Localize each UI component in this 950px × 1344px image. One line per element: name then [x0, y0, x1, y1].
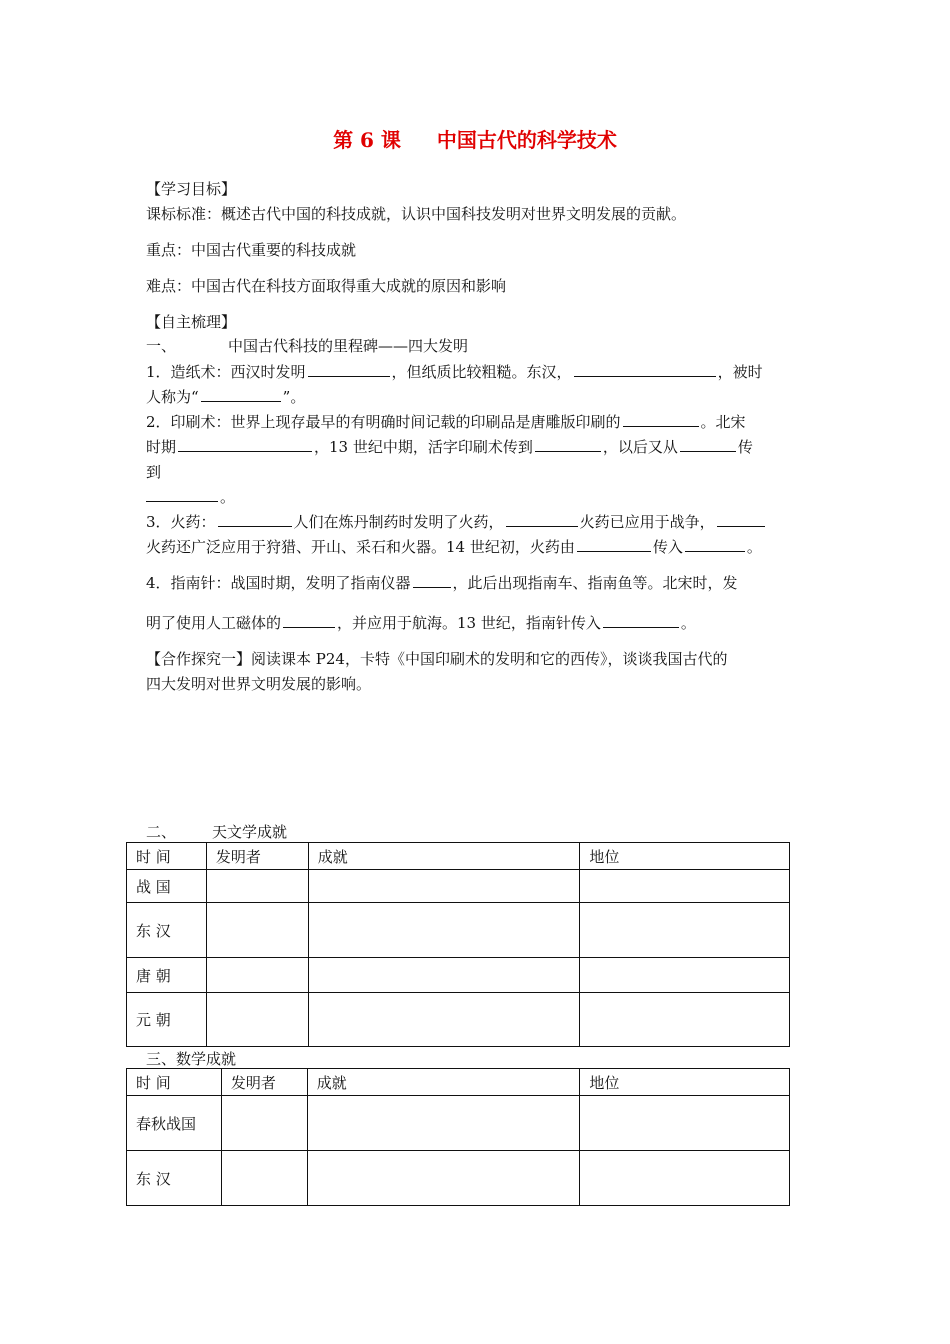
blank-cell[interactable] [307, 1151, 580, 1206]
row-label: 东 汉 [127, 903, 207, 958]
blank-cell[interactable] [580, 958, 790, 993]
printing-line-2: 时期 ，13 世纪中期，活字印刷术传到 ，以后又从 传 [146, 438, 753, 456]
printing-blank-2[interactable] [178, 436, 312, 452]
blank-cell[interactable] [580, 1096, 790, 1151]
compass-blank-3[interactable] [603, 612, 679, 628]
printing-line-4: 。 [146, 486, 235, 507]
printing-line-1: 2．印刷术：世界上现存最早的有明确时间记载的印刷品是唐雕版印刷的 。北宋 [146, 413, 746, 431]
math-title: 三、数学成就 [146, 1050, 237, 1068]
gunpowder-blank-5[interactable] [685, 536, 745, 552]
printing-blank-4[interactable] [680, 436, 736, 452]
goals-standard: 课标标准：概述古代中国的科技成就，认识中国科技发明对世界文明发展的贡献。 [146, 205, 687, 223]
row-label: 春秋战国 [127, 1096, 222, 1151]
blank-cell[interactable] [308, 993, 580, 1047]
astronomy-number: 二、 [146, 823, 177, 841]
page-title [0, 124, 950, 153]
gunpowder-blank-3[interactable] [717, 511, 765, 527]
goals-header: 【学习目标】 [146, 180, 237, 198]
astronomy-title: 天文学成就 [212, 823, 288, 841]
blank-cell[interactable] [206, 993, 308, 1047]
compass-line-1: 4．指南针：战国时期，发明了指南仪器 ，此后出现指南车、指南鱼等。北宋时，发 [146, 574, 738, 592]
table-row [127, 993, 790, 1047]
paper-blank-1[interactable] [308, 361, 390, 377]
explore-line-1: 【合作探究一】阅读课本 P24，卡特《中国印刷术的发明和它的西传》，谈谈我国古代的 [146, 650, 728, 668]
table-row [127, 1151, 790, 1206]
blank-cell[interactable] [580, 903, 790, 958]
header-cell: 地位 [580, 1069, 790, 1096]
blank-cell[interactable] [580, 870, 790, 903]
blank-cell[interactable] [221, 1151, 307, 1206]
compass-blank-2[interactable] [283, 612, 335, 628]
blank-cell[interactable] [308, 870, 580, 903]
gunpowder-line-1: 3．火药： 人们在炼丹制药时发明了火药， 火药已应用于战争， [146, 511, 767, 532]
section1-title: 中国古代科技的里程碑——四大发明 [228, 337, 469, 355]
header-cell: 时 间 [127, 843, 207, 870]
printing-line-3: 到 [146, 463, 162, 481]
table-row [127, 1096, 790, 1151]
table-row [127, 958, 790, 993]
blank-cell[interactable] [206, 958, 308, 993]
header-cell: 发明者 [206, 843, 308, 870]
row-label: 元 朝 [127, 993, 207, 1047]
blank-cell[interactable] [307, 1096, 580, 1151]
table-row [127, 870, 790, 903]
header-cell: 发明者 [221, 1069, 307, 1096]
gunpowder-blank-2[interactable] [506, 511, 578, 527]
header-cell: 成就 [308, 843, 580, 870]
header-cell: 成就 [307, 1069, 580, 1096]
printing-blank-3[interactable] [535, 436, 601, 452]
paper-line-2: 人称为“ ”。 [146, 388, 306, 406]
printing-blank-1[interactable] [623, 411, 699, 427]
paper-blank-2[interactable] [574, 361, 716, 377]
section1-number: 一、 [146, 337, 177, 355]
gunpowder-blank-4[interactable] [577, 536, 651, 552]
row-label: 战 国 [127, 870, 207, 903]
gunpowder-line-2: 火药还广泛应用于狩猎、开山、采石和火器。14 世纪初，火药由 传入 。 [146, 538, 762, 556]
table-header-row [127, 1069, 790, 1096]
lesson-topic: 中国古代的科学技术 [436, 128, 617, 152]
blank-cell[interactable] [580, 1151, 790, 1206]
goals-key: 重点：中国古代重要的科技成就 [146, 241, 357, 259]
header-cell: 地位 [580, 843, 790, 870]
paper-blank-3[interactable] [201, 386, 281, 402]
blank-cell[interactable] [206, 870, 308, 903]
math-table [126, 1068, 790, 1206]
header-cell: 时 间 [127, 1069, 222, 1096]
printing-blank-5[interactable] [146, 486, 218, 502]
goals-difficult: 难点：中国古代在科技方面取得重大成就的原因和影响 [146, 277, 507, 295]
lesson-number: 第 6 课 [333, 128, 401, 152]
blank-cell[interactable] [308, 903, 580, 958]
table-row [127, 903, 790, 958]
gunpowder-blank-1[interactable] [218, 511, 292, 527]
compass-blank-1[interactable] [413, 572, 451, 588]
blank-cell[interactable] [308, 958, 580, 993]
blank-cell[interactable] [206, 903, 308, 958]
compass-line-2: 明了使用人工磁体的 ，并应用于航海。13 世纪，指南针传入 。 [146, 614, 696, 632]
paper-line-1: 1．造纸术：西汉时发明 ，但纸质比较粗糙。东汉， ，被时 [146, 363, 763, 381]
blank-cell[interactable] [221, 1096, 307, 1151]
explore-line-2: 四大发明对世界文明发展的影响。 [146, 675, 372, 693]
review-header: 【自主梳理】 [146, 313, 237, 331]
row-label: 唐 朝 [127, 958, 207, 993]
row-label: 东 汉 [127, 1151, 222, 1206]
astronomy-table [126, 842, 790, 1047]
blank-cell[interactable] [580, 993, 790, 1047]
table-header-row [127, 843, 790, 870]
